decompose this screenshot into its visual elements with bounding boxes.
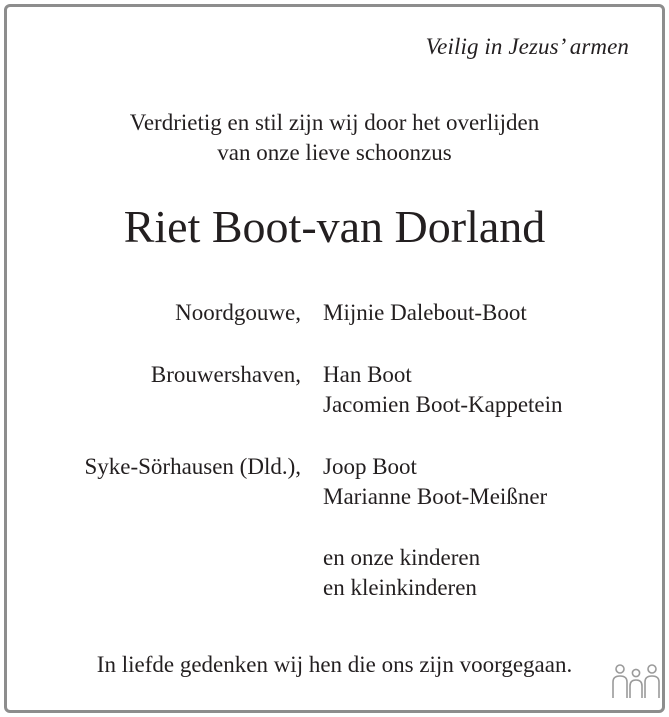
deceased-name: Riet Boot-van Dorland [123,201,546,252]
intro-line-2: van onze lieve schoonzus [217,140,452,165]
family-name: Mijnie Dalebout-Boot [323,300,527,325]
family-place: Syke-Sörhausen (Dld.), [84,454,301,479]
family-name: Marianne Boot-Meißner [323,484,548,509]
family-place: Brouwershaven, [150,362,301,387]
family-name: en kleinkinderen [323,575,477,600]
family-row [0,362,669,422]
family-name: Joop Boot [323,454,417,479]
family-row [0,454,669,514]
closing-line: In liefde gedenken wij hen die ons zijn voorgegaan. [96,652,573,677]
motto: Veilig in Jezus’ armen [425,34,629,59]
family-name: Han Boot [323,362,412,387]
family-name: en onze kinderen [323,545,481,570]
family-row [0,300,669,330]
family-place: Noordgouwe, [175,300,301,325]
intro-line-1: Verdrietig en stil zijn wij door het overlijden [129,110,540,135]
family-name: Jacomien Boot-Kappetein [323,392,563,417]
family-row [0,545,669,605]
family-people-icon [611,662,661,702]
